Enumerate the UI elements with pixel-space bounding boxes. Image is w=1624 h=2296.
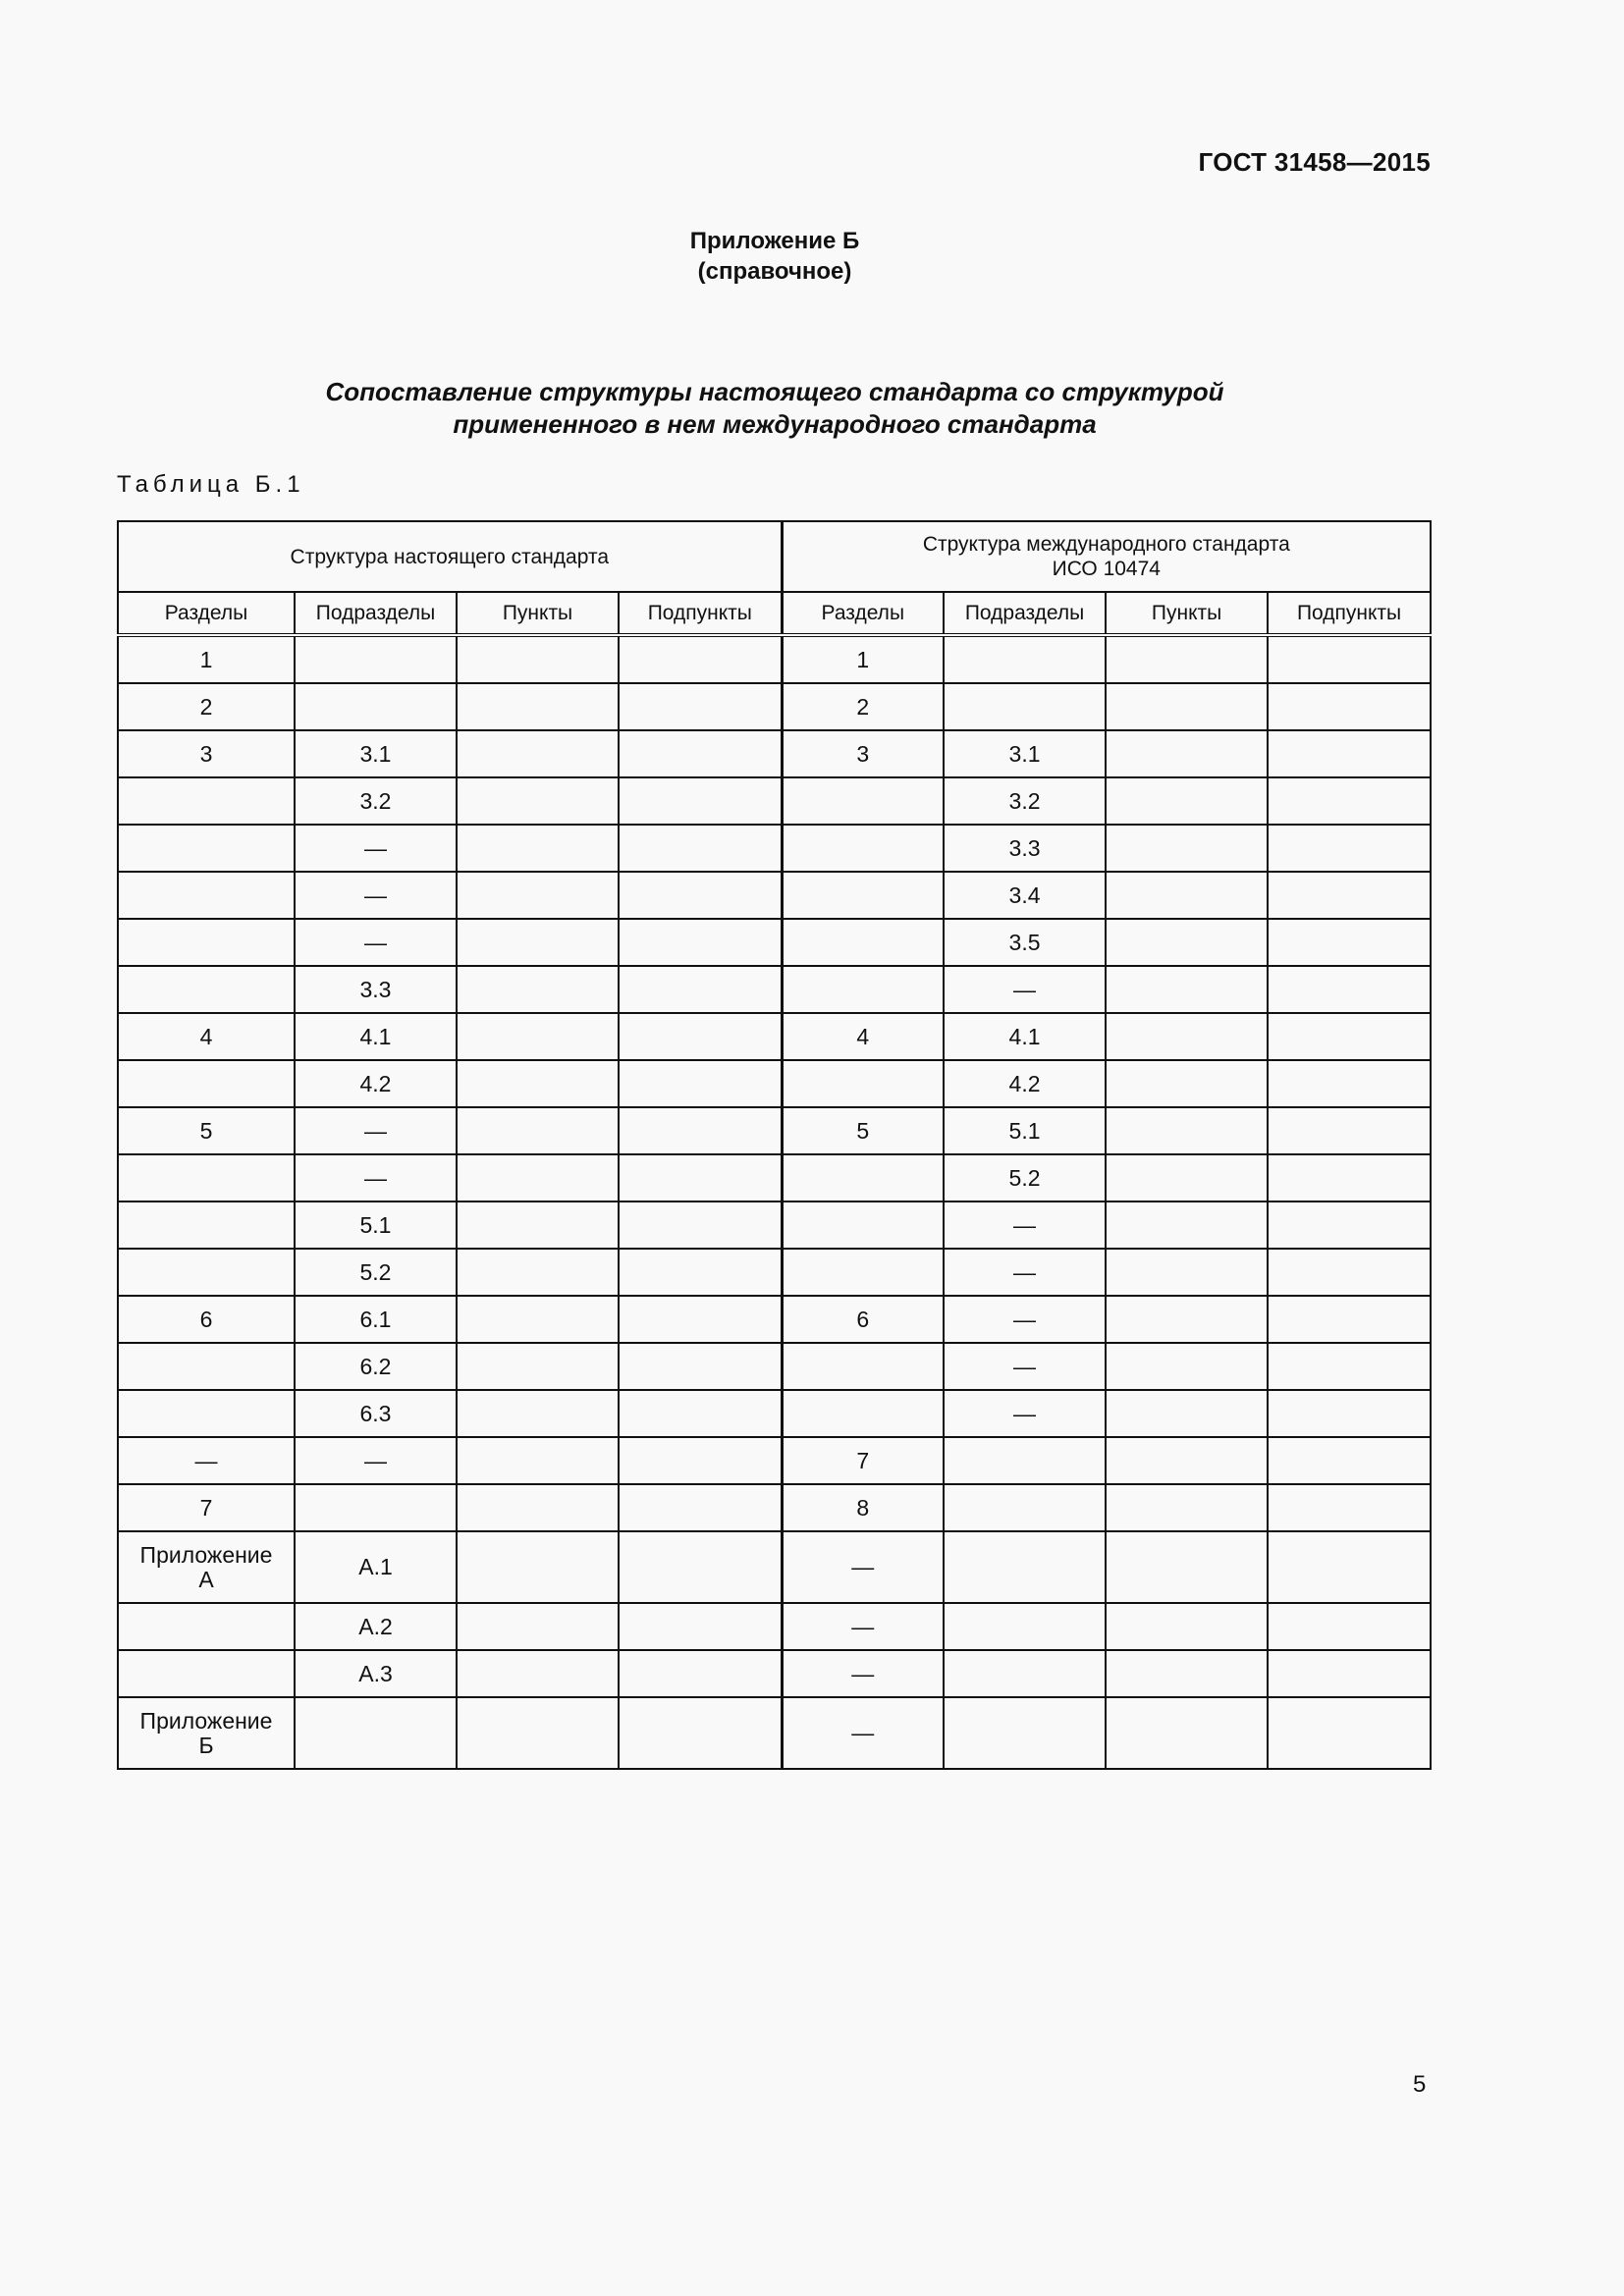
column-header: Подпункты	[619, 592, 782, 635]
table-cell	[619, 1650, 782, 1697]
table-cell: —	[944, 1343, 1106, 1390]
column-header: Пункты	[457, 592, 619, 635]
table-cell	[1268, 1343, 1431, 1390]
table-cell	[295, 683, 457, 730]
table-cell: 3	[118, 730, 295, 777]
table-row	[118, 1697, 1431, 1769]
table-cell	[457, 1249, 619, 1296]
table-cell	[295, 1697, 457, 1769]
column-header: Разделы	[782, 592, 944, 635]
table-cell	[457, 1531, 619, 1603]
table-row	[118, 1060, 1431, 1107]
table-cell: Приложение А	[118, 1531, 295, 1603]
table-cell: 3.2	[944, 777, 1106, 825]
table-cell: 7	[118, 1484, 295, 1531]
table-cell	[118, 1343, 295, 1390]
comparison-title-line-2: примененного в нем международного стандарта	[453, 409, 1097, 439]
table-cell	[619, 825, 782, 872]
table-cell	[782, 1343, 944, 1390]
table-cell	[1106, 1437, 1268, 1484]
table-cell	[1268, 635, 1431, 683]
table-cell: 6.2	[295, 1343, 457, 1390]
table-cell	[619, 777, 782, 825]
table-cell: 4.1	[944, 1013, 1106, 1060]
table-cell	[118, 1650, 295, 1697]
table-cell: 5	[782, 1107, 944, 1154]
table-cell: 3.3	[944, 825, 1106, 872]
table-cell	[457, 730, 619, 777]
table-cell	[1268, 1531, 1431, 1603]
table-cell	[1268, 1107, 1431, 1154]
table-cell: —	[944, 1390, 1106, 1437]
table-cell	[457, 777, 619, 825]
table-cell: —	[944, 966, 1106, 1013]
table-row	[118, 1390, 1431, 1437]
table-cell	[1106, 872, 1268, 919]
group-header-current-standard: Структура настоящего стандарта	[118, 521, 782, 592]
table-cell	[619, 1484, 782, 1531]
table-row	[118, 1296, 1431, 1343]
table-cell	[118, 1249, 295, 1296]
table-row	[118, 1343, 1431, 1390]
table-cell: —	[118, 1437, 295, 1484]
table-cell	[944, 683, 1106, 730]
table-cell	[1268, 825, 1431, 872]
table-cell	[944, 635, 1106, 683]
table-cell: 1	[782, 635, 944, 683]
table-row	[118, 1013, 1431, 1060]
table-cell: 6.1	[295, 1296, 457, 1343]
table-cell: —	[782, 1531, 944, 1603]
table-cell	[1106, 1154, 1268, 1201]
table-cell: 6.3	[295, 1390, 457, 1437]
table-cell	[619, 635, 782, 683]
table-cell	[1268, 1249, 1431, 1296]
table-row	[118, 1201, 1431, 1249]
table-cell	[944, 1650, 1106, 1697]
table-cell	[1268, 1603, 1431, 1650]
table-row	[118, 1484, 1431, 1531]
table-cell	[118, 1201, 295, 1249]
table-cell	[457, 1296, 619, 1343]
column-header: Пункты	[1106, 592, 1268, 635]
table-cell	[457, 1343, 619, 1390]
table-cell	[118, 1390, 295, 1437]
group-header-international-line-1: Структура международного стандарта	[922, 533, 1290, 556]
table-cell	[619, 683, 782, 730]
table-cell	[457, 1154, 619, 1201]
table-cell: —	[782, 1650, 944, 1697]
table-cell	[782, 1201, 944, 1249]
table-cell	[619, 1437, 782, 1484]
table-cell	[619, 1201, 782, 1249]
appendix-type: (справочное)	[697, 258, 852, 285]
table-cell	[1106, 777, 1268, 825]
table-cell	[457, 966, 619, 1013]
table-cell	[619, 1154, 782, 1201]
table-cell	[1268, 966, 1431, 1013]
structure-comparison-table	[117, 520, 1432, 1770]
table-cell	[619, 1249, 782, 1296]
table-cell	[457, 919, 619, 966]
table-cell	[619, 1107, 782, 1154]
table-cell: —	[295, 1154, 457, 1201]
table-cell	[782, 966, 944, 1013]
table-cell	[1106, 1107, 1268, 1154]
table-cell	[1268, 1484, 1431, 1531]
column-header: Подразделы	[295, 592, 457, 635]
table-cell	[944, 1531, 1106, 1603]
table-row	[118, 1249, 1431, 1296]
table-cell	[457, 1437, 619, 1484]
table-cell	[782, 1154, 944, 1201]
table-cell	[944, 1484, 1106, 1531]
table-row	[118, 1531, 1431, 1603]
table-cell	[782, 825, 944, 872]
table-cell: 4	[782, 1013, 944, 1060]
table-cell	[1268, 1201, 1431, 1249]
table-cell: —	[782, 1603, 944, 1650]
table-body	[118, 635, 1431, 1769]
table-cell	[1106, 1484, 1268, 1531]
table-cell: —	[944, 1201, 1106, 1249]
table-row	[118, 730, 1431, 777]
column-header: Подразделы	[944, 592, 1106, 635]
table-cell: —	[295, 919, 457, 966]
table-cell: А.3	[295, 1650, 457, 1697]
table-row	[118, 966, 1431, 1013]
table-cell: 6	[782, 1296, 944, 1343]
table-label: Таблица Б.1	[117, 471, 305, 498]
table-cell: 3.3	[295, 966, 457, 1013]
table-cell	[619, 1343, 782, 1390]
table-cell	[619, 730, 782, 777]
table-cell: 4.2	[295, 1060, 457, 1107]
table-cell: 5.1	[295, 1201, 457, 1249]
table-cell	[1106, 1390, 1268, 1437]
document-code: ГОСТ 31458—2015	[1198, 147, 1431, 177]
table-cell	[1106, 1697, 1268, 1769]
table-cell	[1268, 1154, 1431, 1201]
table-cell	[295, 635, 457, 683]
table-cell	[118, 1060, 295, 1107]
table-cell	[619, 1531, 782, 1603]
table-cell: 3.1	[944, 730, 1106, 777]
table-cell	[295, 1484, 457, 1531]
table-cell	[944, 1697, 1106, 1769]
table-cell	[1106, 1249, 1268, 1296]
table-row	[118, 777, 1431, 825]
table-cell: А.2	[295, 1603, 457, 1650]
table-cell	[1106, 1060, 1268, 1107]
table-cell: —	[944, 1249, 1106, 1296]
table-cell	[1106, 1296, 1268, 1343]
table-cell	[457, 1390, 619, 1437]
table-cell	[457, 872, 619, 919]
table-cell: 3.4	[944, 872, 1106, 919]
table-cell: 3.1	[295, 730, 457, 777]
table-cell: 3	[782, 730, 944, 777]
table-cell	[782, 777, 944, 825]
table-row	[118, 825, 1431, 872]
table-cell	[457, 1013, 619, 1060]
table-cell	[457, 825, 619, 872]
column-header: Разделы	[118, 592, 295, 635]
group-header-international-line-2: ИСО 10474	[1052, 558, 1161, 580]
table-cell	[1268, 1650, 1431, 1697]
table-cell	[1106, 1201, 1268, 1249]
table-cell	[1106, 1013, 1268, 1060]
table-cell	[118, 1603, 295, 1650]
table-cell	[619, 966, 782, 1013]
appendix-title	[0, 226, 1549, 287]
table-cell	[782, 1060, 944, 1107]
table-cell	[782, 1390, 944, 1437]
table-cell: 2	[118, 683, 295, 730]
table-cell	[1106, 1650, 1268, 1697]
table-cell	[457, 1201, 619, 1249]
table-cell	[1268, 777, 1431, 825]
page-number: 5	[1413, 2071, 1427, 2098]
table-cell	[1268, 683, 1431, 730]
table-cell	[1106, 730, 1268, 777]
table-cell	[944, 1603, 1106, 1650]
table-row	[118, 1154, 1431, 1201]
table-cell	[1268, 1296, 1431, 1343]
table-row	[118, 919, 1431, 966]
table-cell	[457, 635, 619, 683]
table-cell	[118, 919, 295, 966]
table-cell: 6	[118, 1296, 295, 1343]
table-cell	[619, 872, 782, 919]
table-cell	[1106, 825, 1268, 872]
table-cell	[1106, 1343, 1268, 1390]
table-cell: 5.1	[944, 1107, 1106, 1154]
table-cell	[619, 1390, 782, 1437]
table-row	[118, 635, 1431, 683]
table-row	[118, 1107, 1431, 1154]
table-cell	[457, 1060, 619, 1107]
table-cell: 5	[118, 1107, 295, 1154]
table-row	[118, 872, 1431, 919]
table-cell: 1	[118, 635, 295, 683]
table-row	[118, 1603, 1431, 1650]
table-cell: —	[295, 825, 457, 872]
table-cell: 5.2	[295, 1249, 457, 1296]
table-cell	[457, 1603, 619, 1650]
table-cell: —	[295, 1107, 457, 1154]
table-cell	[1268, 1013, 1431, 1060]
table-cell	[457, 1650, 619, 1697]
table-cell	[1268, 1060, 1431, 1107]
table-cell	[1268, 1697, 1431, 1769]
table-cell	[1268, 1437, 1431, 1484]
table-cell	[118, 1154, 295, 1201]
table-cell: 3.5	[944, 919, 1106, 966]
table-cell	[944, 1437, 1106, 1484]
table-cell	[1268, 1390, 1431, 1437]
table-cell	[1268, 919, 1431, 966]
table-cell	[1106, 1531, 1268, 1603]
table-cell	[619, 1697, 782, 1769]
table-cell	[619, 1296, 782, 1343]
table-cell: —	[944, 1296, 1106, 1343]
table-cell	[782, 919, 944, 966]
table-row	[118, 1437, 1431, 1484]
table-cell	[118, 825, 295, 872]
table-cell: А.1	[295, 1531, 457, 1603]
table-cell: —	[295, 872, 457, 919]
table-cell	[619, 1013, 782, 1060]
table-cell	[118, 777, 295, 825]
table-column-header-row	[118, 592, 1431, 635]
table-cell: 5.2	[944, 1154, 1106, 1201]
table-group-header-row	[118, 521, 1431, 592]
table-cell	[457, 1697, 619, 1769]
table-row	[118, 683, 1431, 730]
appendix-name: Приложение Б	[689, 228, 860, 254]
table-cell	[1106, 635, 1268, 683]
comparison-title	[0, 376, 1549, 441]
table-cell	[1106, 1603, 1268, 1650]
table-cell: 8	[782, 1484, 944, 1531]
table-cell	[782, 872, 944, 919]
table-cell	[457, 1484, 619, 1531]
table-cell	[619, 1603, 782, 1650]
table-row	[118, 1650, 1431, 1697]
table-cell	[619, 1060, 782, 1107]
table-cell	[1268, 730, 1431, 777]
table-cell: Приложение Б	[118, 1697, 295, 1769]
table-cell: —	[295, 1437, 457, 1484]
comparison-title-line-1: Сопоставление структуры настоящего стандарта со структурой	[325, 377, 1224, 406]
column-header: Подпункты	[1268, 592, 1431, 635]
table-cell: 2	[782, 683, 944, 730]
table-cell	[118, 966, 295, 1013]
table-cell: 7	[782, 1437, 944, 1484]
table-cell	[1106, 919, 1268, 966]
table-cell: 4.2	[944, 1060, 1106, 1107]
table-cell	[457, 683, 619, 730]
group-header-international-standard	[782, 521, 1431, 592]
table-cell	[457, 1107, 619, 1154]
table-cell: 4	[118, 1013, 295, 1060]
table-cell	[1106, 966, 1268, 1013]
table-cell	[619, 919, 782, 966]
table-cell	[1268, 872, 1431, 919]
table-cell: 4.1	[295, 1013, 457, 1060]
table-cell: —	[782, 1697, 944, 1769]
table-cell	[1106, 683, 1268, 730]
table-cell	[118, 872, 295, 919]
table-cell	[782, 1249, 944, 1296]
table-cell: 3.2	[295, 777, 457, 825]
